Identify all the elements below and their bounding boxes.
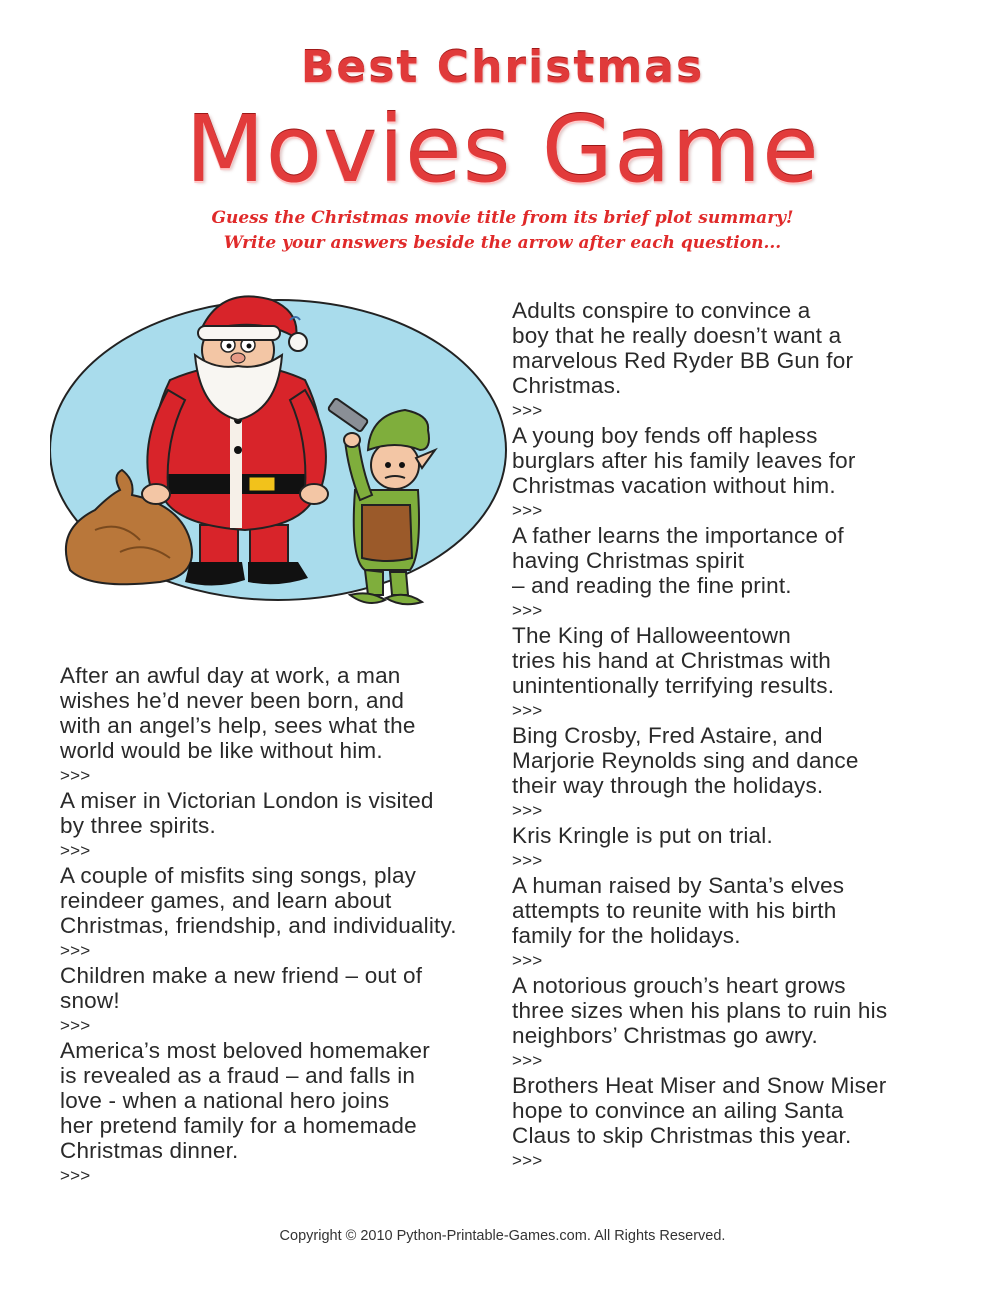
santa-elf-illustration — [50, 290, 510, 640]
question-text: A human raised by Santa’s elves attempts to reunite with his birth family for the holidays. — [512, 873, 845, 948]
answer-arrow[interactable]: >>> — [512, 401, 543, 420]
answer-arrow[interactable]: >>> — [512, 501, 543, 520]
question-item — [60, 788, 500, 863]
instructions-line1: Guess the Christmas movie title from its brief plot summary! — [211, 208, 794, 228]
question-item — [512, 623, 952, 723]
answer-arrow[interactable]: >>> — [60, 1166, 91, 1185]
instructions-line2: Write your answers beside the arrow after each question... — [223, 233, 782, 253]
question-item — [512, 1073, 952, 1173]
question-text: Kris Kringle is put on trial. — [512, 823, 773, 848]
question-text: A miser in Victorian London is visited by three spirits. — [60, 788, 434, 838]
question-item — [512, 298, 952, 423]
answer-arrow[interactable]: >>> — [512, 851, 543, 870]
answer-arrow[interactable]: >>> — [512, 701, 543, 720]
answer-arrow[interactable]: >>> — [512, 1051, 543, 1070]
question-text: A father learns the importance of having Christmas spirit – and reading the fine print. — [512, 523, 844, 598]
question-text: The King of Halloweentown tries his hand at Christmas with unintentionally terrifying results. — [512, 623, 835, 698]
page-title-line1: Best Christmas — [300, 42, 705, 93]
answer-arrow[interactable]: >>> — [60, 941, 91, 960]
question-text: Children make a new friend – out of snow! — [60, 963, 423, 1013]
question-text: Adults conspire to convince a boy that he really doesn’t want a marvelous Red Ryder BB Gun for Christmas. — [512, 298, 854, 398]
question-item — [512, 423, 952, 523]
question-item — [512, 823, 952, 873]
question-item — [60, 863, 500, 963]
copyright-notice: Copyright © 2010 Python-Printable-Games.com. All Rights Reserved. — [279, 1228, 726, 1244]
instructions — [0, 206, 1005, 256]
question-item — [60, 963, 500, 1038]
question-text: A notorious grouch’s heart grows three sizes when his plans to ruin his neighbors’ Christmas go awry. — [512, 973, 888, 1048]
question-item — [512, 723, 952, 823]
question-text: Bing Crosby, Fred Astaire, and Marjorie Reynolds sing and dance their way through the holidays. — [512, 723, 859, 798]
question-item — [512, 873, 952, 973]
answer-arrow[interactable]: >>> — [512, 1151, 543, 1170]
question-text: Brothers Heat Miser and Snow Miser hope to convince an ailing Santa Claus to skip Christmas this year. — [512, 1073, 887, 1148]
page-title-line2: Movies Game — [185, 96, 820, 203]
questions-right-column — [512, 298, 952, 1173]
question-item — [60, 663, 500, 788]
answer-arrow[interactable]: >>> — [60, 1016, 91, 1035]
answer-arrow[interactable]: >>> — [60, 841, 91, 860]
question-item — [512, 523, 952, 623]
question-text: After an awful day at work, a man wishes he’d never been born, and with an angel’s help, sees what the world would be like without him. — [60, 663, 416, 763]
question-text: America’s most beloved homemaker is revealed as a fraud – and falls in love - when a national hero joins her pretend family for a homemade Christmas dinner. — [60, 1038, 430, 1163]
question-text: A couple of misfits sing songs, play reindeer games, and learn about Christmas, friendship, and individuality. — [60, 863, 457, 938]
question-item — [512, 973, 952, 1073]
answer-arrow[interactable]: >>> — [512, 801, 543, 820]
answer-arrow[interactable]: >>> — [60, 766, 91, 785]
questions-left-column — [60, 663, 500, 1188]
question-item — [60, 1038, 500, 1188]
question-text: A young boy fends off hapless burglars after his family leaves for Christmas vacation without him. — [512, 423, 856, 498]
answer-arrow[interactable]: >>> — [512, 601, 543, 620]
answer-arrow[interactable]: >>> — [512, 951, 543, 970]
